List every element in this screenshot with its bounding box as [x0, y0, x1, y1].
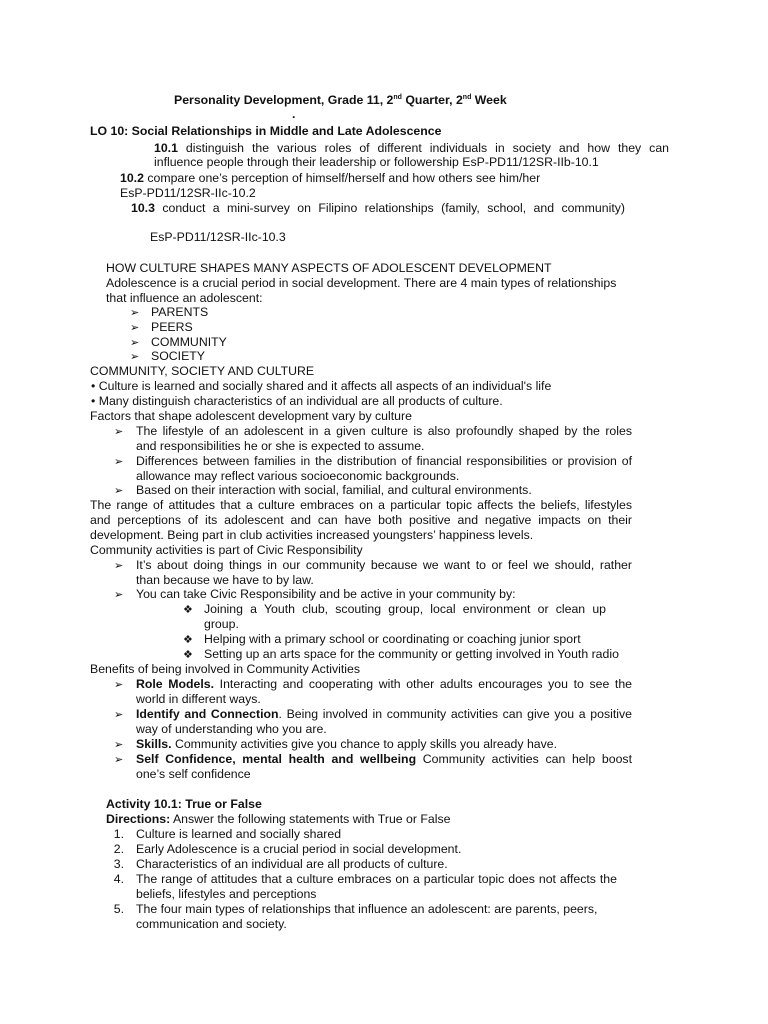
csc-heading: COMMUNITY, SOCIETY AND CULTURE	[90, 364, 315, 378]
activity-item-2: Early Adolescence is a crucial period in social development.	[136, 842, 462, 856]
objective-10-1-line1	[154, 141, 669, 156]
benefit-identify-title: Identify and Connection	[136, 707, 279, 721]
benefits-heading: Benefits of being involved in Community Activities	[90, 662, 360, 676]
benefit-self-confidence-title: Self Confidence, mental health and wellbeing	[136, 752, 417, 766]
activity-item-4-line1: The range of attitudes that a culture embraces on a particular topic does not affects the	[136, 872, 617, 886]
arrow-bullet-icon: ➢	[114, 709, 124, 721]
arrow-bullet-icon: ➢	[114, 589, 124, 601]
factor-2-line1: Differences between families in the distribution of financial responsibilities or provision of	[136, 454, 632, 468]
arrow-bullet-icon: ➢	[114, 426, 124, 438]
culture-intro-line1: Adolescence is a crucial period in social development. There are 4 main types of relationships	[106, 276, 617, 290]
lo-heading: LO 10: Social Relationships in Middle and Late Adolescence	[90, 124, 442, 138]
civic-1-line2: than because we have to by law.	[136, 573, 314, 587]
benefit-self-confidence-line1	[136, 752, 632, 767]
benefit-self-confidence-line2: one’s self confidence	[136, 767, 251, 781]
page-title	[174, 93, 507, 108]
item-number: 1.	[113, 827, 124, 841]
benefit-identify-line2: way of understanding who you are.	[136, 722, 327, 736]
arrow-bullet-icon: ➢	[114, 560, 124, 572]
activity-item-4-line2: beliefs, lifestyles and perceptions	[136, 887, 317, 901]
benefit-role-models-title: Role Models.	[136, 677, 215, 691]
factor-3: Based on their interaction with social, familial, and cultural environments.	[136, 483, 532, 497]
activity-directions-text: Answer the following statements with True or False	[170, 812, 451, 826]
civic-sub-1-line1: Joining a Youth club, scouting group, local environment or clean up	[204, 602, 606, 616]
activity-directions-label: Directions:	[106, 812, 171, 826]
factors-heading: Factors that shape adolescent development vary by culture	[90, 409, 412, 423]
benefit-identify-line1	[136, 707, 632, 722]
diamond-bullet-icon: ❖	[183, 604, 193, 616]
objective-10-1-num: 10.1	[154, 141, 178, 155]
arrow-bullet-icon: ➢	[114, 739, 124, 751]
arrow-bullet-icon: ➢	[130, 351, 140, 363]
arrow-bullet-icon: ➢	[114, 456, 124, 468]
csc-bullet-1: • Culture is learned and socially shared and it affects all aspects of an individual's life	[91, 379, 552, 393]
benefit-role-models-line2: world in different ways.	[136, 692, 261, 706]
benefit-skills-text: Community activities give you chance to apply skills you already have.	[171, 737, 558, 751]
arrow-bullet-icon: ➢	[130, 307, 140, 319]
activity-item-3: Characteristics of an individual are all products of culture.	[136, 857, 448, 871]
factor-1-line2: and responsibilities he or she is expected to assume.	[136, 439, 425, 453]
activity-heading: Activity 10.1: True or False	[106, 797, 262, 811]
title-part2: Quarter, 2	[401, 93, 463, 107]
benefit-skills-title: Skills.	[136, 737, 172, 751]
type-peers: PEERS	[151, 320, 193, 334]
objective-10-2-line1	[120, 171, 540, 186]
type-parents: PARENTS	[151, 305, 209, 319]
benefit-role-models-text: Interacting and cooperating with other adults encourages you to see the	[214, 677, 632, 691]
objective-10-3-line1	[131, 201, 625, 216]
item-number: 5.	[113, 902, 124, 916]
objective-10-3-num: 10.3	[131, 201, 155, 215]
civic-sub-2: Helping with a primary school or coordinating or coaching junior sport	[204, 632, 581, 646]
activity-item-5-line1: The four main types of relationships that influence an adolescent: are parents, peers,	[136, 902, 598, 916]
objective-10-2-line2: EsP-PD11/12SR-IIc-10.2	[120, 186, 256, 200]
objective-10-2-num: 10.2	[120, 171, 144, 185]
civic-sub-3: Setting up an arts space for the community or getting involved in Youth radio	[204, 647, 619, 661]
civic-1-line1: It’s about doing things in our community because we want to or feel we should, rather	[136, 558, 632, 572]
title-dot: .	[292, 107, 296, 121]
factors-para-line1: The range of attitudes that a culture embraces on a particular topic affects the beliefs, lifestyles	[90, 498, 632, 512]
objective-10-2-text: compare one’s perception of himself/herself and how others see him/her	[143, 171, 541, 185]
benefit-role-models-line1	[136, 677, 632, 692]
item-number: 2.	[113, 842, 124, 856]
factors-para-line2: and perceptions of its adolescent and can have both positive and negative impacts on their	[90, 513, 632, 527]
civic-heading: Community activities is part of Civic Responsibility	[90, 543, 363, 557]
objective-10-3-text: conduct a mini-survey on Filipino relationships (family, school, and community)	[154, 201, 625, 215]
arrow-bullet-icon: ➢	[130, 337, 140, 349]
type-community: COMMUNITY	[151, 335, 227, 349]
arrow-bullet-icon: ➢	[114, 754, 124, 766]
title-part3: Week	[471, 93, 507, 107]
objective-10-1-line2: influence people through their leadership or followership EsP-PD11/12SR-IIb-10.1	[154, 155, 599, 169]
activity-item-5-line2: communication and society.	[136, 917, 287, 931]
objective-10-1-text: distinguish the various roles of different individuals in society and how they can	[177, 141, 669, 155]
objective-10-3-line2: EsP-PD11/12SR-IIc-10.3	[150, 230, 286, 244]
arrow-bullet-icon: ➢	[130, 322, 140, 334]
factor-2-line2: allowance may reflect various socioeconomic backgrounds.	[136, 469, 460, 483]
culture-intro-line2: that influence an adolescent:	[106, 291, 263, 305]
civic-2: You can take Civic Responsibility and be active in your community by:	[136, 587, 516, 601]
title-part1: Personality Development, Grade 11, 2	[174, 93, 394, 107]
activity-item-1: Culture is learned and socially shared	[136, 827, 342, 841]
activity-directions	[106, 812, 450, 827]
diamond-bullet-icon: ❖	[183, 649, 193, 661]
factor-1-line1: The lifestyle of an adolescent in a given culture is also profoundly shaped by the roles	[136, 424, 632, 438]
type-society: SOCIETY	[151, 349, 205, 363]
title-sup1: nd	[393, 93, 402, 101]
csc-bullet-2: • Many distinguish characteristics of an individual are all products of culture.	[91, 394, 503, 408]
factors-para-line3: development. Being part in club activities increased youngsters’ happiness levels.	[90, 528, 534, 542]
culture-heading: HOW CULTURE SHAPES MANY ASPECTS OF ADOLESCENT DEVELOPMENT	[106, 261, 552, 275]
arrow-bullet-icon: ➢	[114, 679, 124, 691]
title-sup2: nd	[462, 93, 472, 101]
benefit-self-confidence-text: Community activities can help boost	[416, 752, 632, 766]
benefit-skills	[136, 737, 557, 752]
item-number: 3.	[113, 857, 124, 871]
item-number: 4.	[113, 872, 124, 886]
civic-sub-1-line2: group.	[204, 617, 239, 631]
benefit-identify-text: . Being involved in community activities can give you a positive	[278, 707, 632, 721]
arrow-bullet-icon: ➢	[114, 485, 124, 497]
diamond-bullet-icon: ❖	[183, 634, 193, 646]
